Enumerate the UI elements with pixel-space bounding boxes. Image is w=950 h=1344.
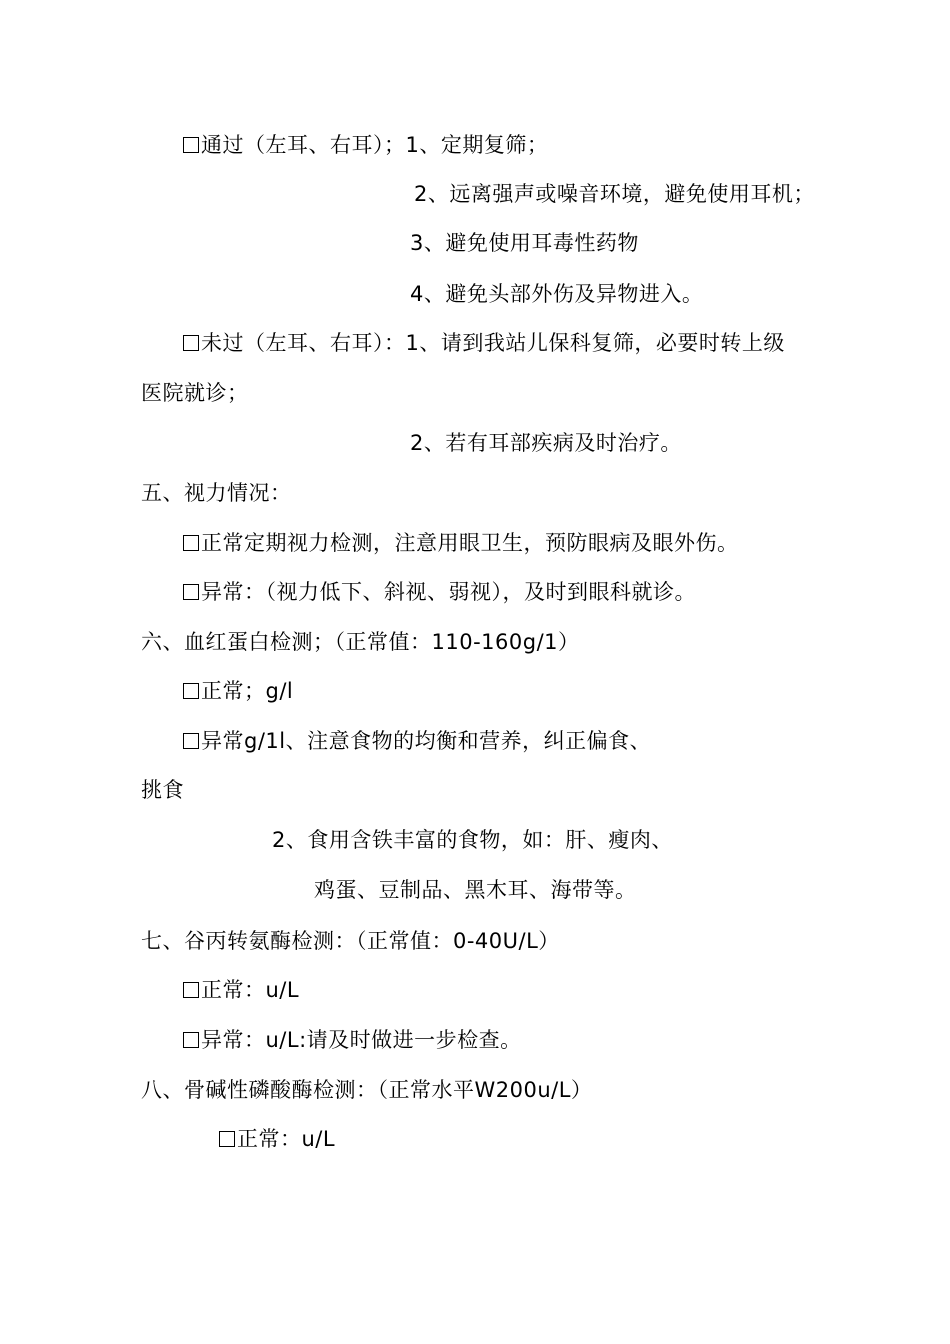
- hemoglobin-abnormal-checkbox[interactable]: [183, 733, 199, 749]
- vision-normal-item: [183, 530, 739, 556]
- hemoglobin-normal-checkbox[interactable]: [183, 683, 199, 699]
- hearing-pass-advice-3: 3、避免使用耳毒性药物: [410, 231, 639, 255]
- vision-normal-checkbox[interactable]: [183, 535, 199, 551]
- hearing-pass-advice-4: 4、避免头部外伤及异物进入。: [410, 282, 704, 306]
- hemoglobin-normal-label: 正常；g/l: [201, 679, 294, 703]
- vision-heading: 五、视力情况：: [141, 481, 292, 505]
- alt-normal-checkbox[interactable]: [183, 982, 199, 998]
- alt-abnormal-checkbox[interactable]: [183, 1032, 199, 1048]
- vision-abnormal-label: 异常：（视力低下、斜视、弱视），及时到眼科就诊。: [201, 580, 696, 604]
- hearing-pass-label: 通过（左耳、右耳）；1、定期复筛；: [201, 133, 549, 157]
- hemoglobin-normal-item: [183, 678, 293, 704]
- hemoglobin-advice-2: 2、食用含铁丰富的食物，如：肝、瘦肉、: [272, 828, 673, 852]
- hearing-pass-item: [183, 132, 548, 158]
- vision-normal-label: 正常定期视力检测，注意用眼卫生，预防眼病及眼外伤。: [201, 531, 739, 555]
- alt-heading: 七、谷丙转氨酶检测：（正常值：0-40U/L）: [141, 929, 560, 953]
- alt-normal-item: [183, 977, 299, 1003]
- hemoglobin-abnormal-item: [183, 728, 651, 754]
- vision-abnormal-item: [183, 579, 696, 605]
- alp-normal-label: 正常：u/L: [237, 1127, 336, 1151]
- alp-normal-item: [219, 1126, 335, 1152]
- hemoglobin-heading: 六、血红蛋白检测；（正常值：110-160g/1）: [141, 630, 580, 654]
- hemoglobin-abnormal-label: 异常g/1l、注意食物的均衡和营养，纠正偏食、: [201, 729, 652, 753]
- hemoglobin-abnormal-cont: 挑食: [141, 778, 184, 802]
- hearing-pass-checkbox[interactable]: [183, 137, 199, 153]
- vision-abnormal-checkbox[interactable]: [183, 584, 199, 600]
- hearing-fail-checkbox[interactable]: [183, 335, 199, 351]
- hemoglobin-advice-2-cont: 鸡蛋、豆制品、黑木耳、海带等。: [314, 878, 637, 902]
- alt-normal-label: 正常：u/L: [201, 978, 300, 1002]
- hearing-fail-label: 未过（左耳、右耳）：1、请到我站儿保科复筛，必要时转上级: [201, 331, 785, 355]
- hearing-fail-item: [183, 330, 785, 356]
- alt-abnormal-item: [183, 1027, 522, 1053]
- hearing-pass-advice-2: 2、远离强声或噪音环境，避免使用耳机；: [414, 182, 815, 206]
- hearing-fail-advice-2: 2、若有耳部疾病及时治疗。: [410, 431, 682, 455]
- alp-normal-checkbox[interactable]: [219, 1131, 235, 1147]
- alp-heading: 八、骨碱性磷酸酶检测：（正常水平W200u/L）: [141, 1078, 593, 1102]
- hearing-fail-label-cont: 医院就诊；: [141, 381, 249, 405]
- alt-abnormal-label: 异常：u/L:请及时做进一步检查。: [201, 1028, 522, 1052]
